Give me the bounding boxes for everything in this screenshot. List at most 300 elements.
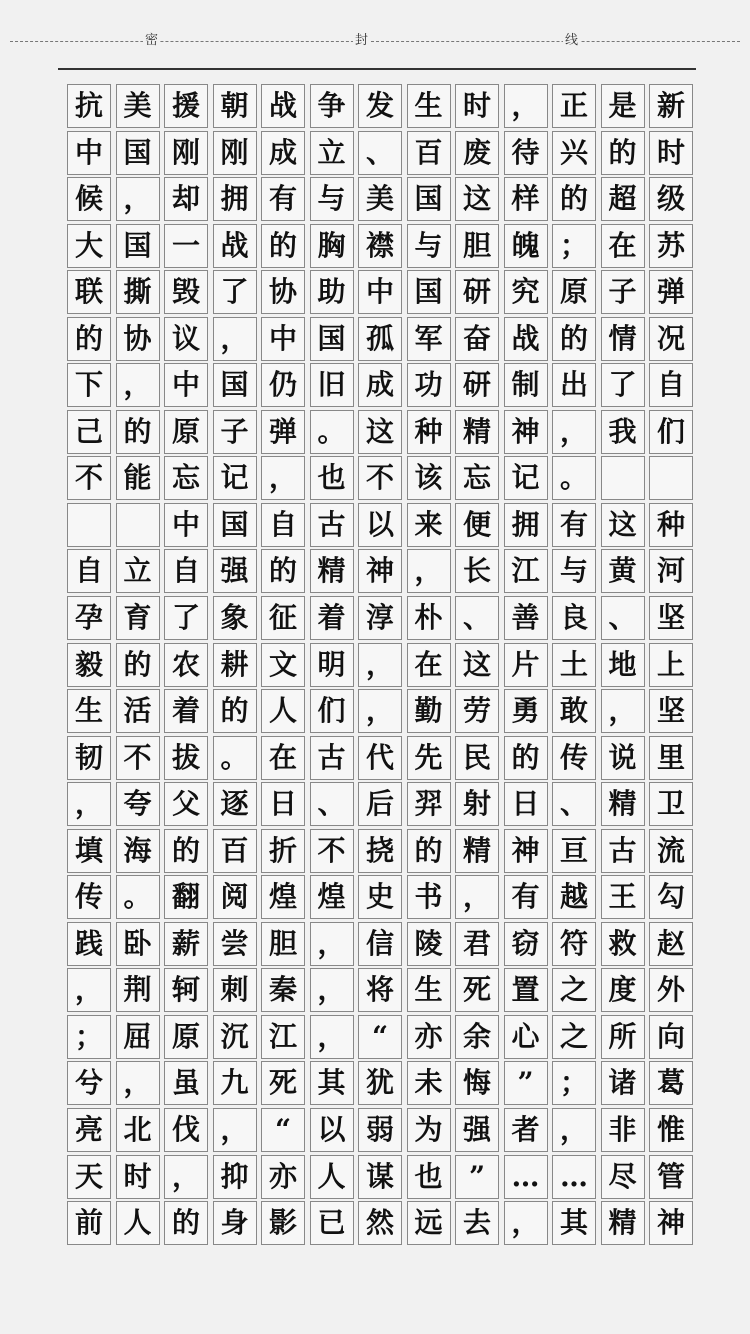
grid-cell: 葛 <box>649 1061 693 1105</box>
grid-cell: 弹 <box>649 270 693 314</box>
grid-cell: 奋 <box>455 317 499 361</box>
grid-cell: 古 <box>310 503 354 547</box>
grid-cell: 犹 <box>358 1061 402 1105</box>
grid-cell: 立 <box>116 549 160 593</box>
grid-cell: 活 <box>116 689 160 733</box>
grid-cell: 原 <box>552 270 596 314</box>
grid-cell: 记 <box>504 456 548 500</box>
grid-cell: 的 <box>261 549 305 593</box>
grid-cell: 立 <box>310 131 354 175</box>
grid-cell: 后 <box>358 782 402 826</box>
seal-line <box>10 33 740 49</box>
grid-cell: 毅 <box>67 643 111 687</box>
grid-cell: 出 <box>552 363 596 407</box>
grid-cell: 有 <box>261 177 305 221</box>
grid-cell: ， <box>213 317 257 361</box>
grid-cell: 胆 <box>261 922 305 966</box>
grid-cell: 成 <box>261 131 305 175</box>
grid-cell: 不 <box>310 829 354 873</box>
grid-cell: 军 <box>407 317 451 361</box>
grid-cell: 所 <box>601 1015 645 1059</box>
grid-cell: ， <box>358 643 402 687</box>
grid-cell: 劳 <box>455 689 499 733</box>
grid-cell: ， <box>552 410 596 454</box>
grid-cell: 古 <box>310 736 354 780</box>
grid-cell: 中 <box>67 131 111 175</box>
grid-cell: ， <box>261 456 305 500</box>
grid-cell: 级 <box>649 177 693 221</box>
grid-cell: 这 <box>358 410 402 454</box>
grid-cell: 、 <box>455 596 499 640</box>
grid-cell: 民 <box>455 736 499 780</box>
grid-cell: 亦 <box>407 1015 451 1059</box>
grid-cell: 发 <box>358 84 402 128</box>
header-rule <box>58 68 696 70</box>
grid-cell: 传 <box>552 736 596 780</box>
grid-cell: 中 <box>164 503 208 547</box>
grid-cell: 王 <box>601 875 645 919</box>
grid-cell: 孕 <box>67 596 111 640</box>
grid-cell: 精 <box>455 410 499 454</box>
grid-cell: ， <box>67 782 111 826</box>
grid-cell: ， <box>455 875 499 919</box>
grid-cell: 耕 <box>213 643 257 687</box>
grid-cell: 国 <box>116 131 160 175</box>
grid-cell: 古 <box>601 829 645 873</box>
grid-cell: 死 <box>455 968 499 1012</box>
grid-cell: 育 <box>116 596 160 640</box>
grid-cell: 研 <box>455 270 499 314</box>
grid-cell: 韧 <box>67 736 111 780</box>
grid-cell: 国 <box>213 363 257 407</box>
grid-cell: 海 <box>116 829 160 873</box>
grid-cell: 以 <box>358 503 402 547</box>
grid-cell: 这 <box>455 643 499 687</box>
grid-cell: 已 <box>310 1201 354 1245</box>
grid-cell <box>601 456 645 500</box>
grid-cell: 神 <box>649 1201 693 1245</box>
grid-cell: 征 <box>261 596 305 640</box>
grid-cell: 河 <box>649 549 693 593</box>
grid-cell: 的 <box>164 829 208 873</box>
grid-cell: 时 <box>455 84 499 128</box>
grid-cell: ； <box>552 1061 596 1105</box>
grid-cell: 精 <box>455 829 499 873</box>
grid-cell: ， <box>504 1201 548 1245</box>
grid-cell: 善 <box>504 596 548 640</box>
grid-cell: 强 <box>455 1108 499 1152</box>
grid-cell: 羿 <box>407 782 451 826</box>
grid-cell: 候 <box>67 177 111 221</box>
grid-cell: 有 <box>552 503 596 547</box>
grid-cell: 抗 <box>67 84 111 128</box>
grid-cell: 拥 <box>213 177 257 221</box>
grid-cell: 之 <box>552 1015 596 1059</box>
grid-cell: ， <box>407 549 451 593</box>
grid-cell: 。 <box>310 410 354 454</box>
grid-cell: ” <box>504 1061 548 1105</box>
grid-cell: 我 <box>601 410 645 454</box>
grid-cell: 敢 <box>552 689 596 733</box>
grid-cell: 死 <box>261 1061 305 1105</box>
grid-cell: 煌 <box>261 875 305 919</box>
grid-cell: 惟 <box>649 1108 693 1152</box>
grid-cell: 原 <box>164 410 208 454</box>
grid-cell: 国 <box>116 224 160 268</box>
grid-cell: 先 <box>407 736 451 780</box>
grid-cell: 逐 <box>213 782 257 826</box>
grid-cell: ； <box>552 224 596 268</box>
grid-cell: 在 <box>407 643 451 687</box>
grid-cell: 们 <box>310 689 354 733</box>
grid-cell: 人 <box>116 1201 160 1245</box>
grid-cell: 国 <box>213 503 257 547</box>
grid-cell: 、 <box>601 596 645 640</box>
grid-cell: 的 <box>407 829 451 873</box>
grid-cell: … <box>504 1155 548 1199</box>
grid-cell: 以 <box>310 1108 354 1152</box>
grid-cell: 自 <box>67 549 111 593</box>
grid-cell: ， <box>601 689 645 733</box>
grid-cell: 的 <box>552 177 596 221</box>
grid-cell: 长 <box>455 549 499 593</box>
grid-cell <box>649 456 693 500</box>
grid-cell: 的 <box>504 736 548 780</box>
grid-cell: 挠 <box>358 829 402 873</box>
grid-cell: 余 <box>455 1015 499 1059</box>
grid-cell: 说 <box>601 736 645 780</box>
grid-cell: 仍 <box>261 363 305 407</box>
grid-cell: 在 <box>601 224 645 268</box>
grid-cell: 。 <box>552 456 596 500</box>
grid-cell: 有 <box>504 875 548 919</box>
grid-cell: 这 <box>601 503 645 547</box>
grid-cell: 明 <box>310 643 354 687</box>
grid-cell: 记 <box>213 456 257 500</box>
grid-cell: 置 <box>504 968 548 1012</box>
grid-cell: 旧 <box>310 363 354 407</box>
grid-cell: 忘 <box>164 456 208 500</box>
grid-cell: 地 <box>601 643 645 687</box>
grid-cell: 生 <box>67 689 111 733</box>
grid-cell: 救 <box>601 922 645 966</box>
grid-cell: 强 <box>213 549 257 593</box>
grid-cell: ， <box>116 177 160 221</box>
grid-cell: 前 <box>67 1201 111 1245</box>
grid-cell: 待 <box>504 131 548 175</box>
grid-cell: 刚 <box>164 131 208 175</box>
grid-cell: 煌 <box>310 875 354 919</box>
grid-cell: 种 <box>649 503 693 547</box>
grid-cell: 与 <box>552 549 596 593</box>
grid-cell: 沉 <box>213 1015 257 1059</box>
grid-cell: 联 <box>67 270 111 314</box>
grid-cell: 秦 <box>261 968 305 1012</box>
grid-cell: 心 <box>504 1015 548 1059</box>
grid-cell: 中 <box>164 363 208 407</box>
grid-cell: 夸 <box>116 782 160 826</box>
grid-cell: 谋 <box>358 1155 402 1199</box>
grid-cell: “ <box>358 1015 402 1059</box>
grid-cell: 新 <box>649 84 693 128</box>
grid-cell: 中 <box>261 317 305 361</box>
grid-cell: 国 <box>310 317 354 361</box>
grid-cell: 正 <box>552 84 596 128</box>
grid-cell: 向 <box>649 1015 693 1059</box>
grid-cell: 的 <box>601 131 645 175</box>
grid-cell: 填 <box>67 829 111 873</box>
grid-cell: 其 <box>310 1061 354 1105</box>
grid-cell <box>67 503 111 547</box>
grid-cell: 坚 <box>649 596 693 640</box>
grid-cell: 薪 <box>164 922 208 966</box>
grid-cell: 。 <box>116 875 160 919</box>
grid-cell: “ <box>261 1108 305 1152</box>
grid-cell: 精 <box>310 549 354 593</box>
grid-cell: 子 <box>213 410 257 454</box>
grid-cell: ， <box>358 689 402 733</box>
grid-cell: 亘 <box>552 829 596 873</box>
grid-cell: 的 <box>116 410 160 454</box>
grid-cell: 自 <box>649 363 693 407</box>
grid-cell: 神 <box>358 549 402 593</box>
grid-cell: ， <box>67 968 111 1012</box>
grid-cell: 度 <box>601 968 645 1012</box>
grid-cell: 争 <box>310 84 354 128</box>
grid-cell: 远 <box>407 1201 451 1245</box>
grid-cell: 却 <box>164 177 208 221</box>
grid-cell: 的 <box>164 1201 208 1245</box>
grid-cell: 协 <box>116 317 160 361</box>
grid-cell: 淳 <box>358 596 402 640</box>
grid-cell: 美 <box>358 177 402 221</box>
grid-cell: ； <box>67 1015 111 1059</box>
grid-cell: 悔 <box>455 1061 499 1105</box>
grid-cell: 国 <box>407 177 451 221</box>
grid-cell: 尽 <box>601 1155 645 1199</box>
grid-cell: … <box>552 1155 596 1199</box>
writing-grid <box>67 84 693 1245</box>
grid-cell: 况 <box>649 317 693 361</box>
grid-cell: 勇 <box>504 689 548 733</box>
grid-cell: 废 <box>455 131 499 175</box>
grid-cell: 去 <box>455 1201 499 1245</box>
grid-cell: 君 <box>455 922 499 966</box>
grid-cell: 亮 <box>67 1108 111 1152</box>
grid-cell: 美 <box>116 84 160 128</box>
grid-cell: 良 <box>552 596 596 640</box>
grid-cell: 了 <box>213 270 257 314</box>
grid-cell: ， <box>504 84 548 128</box>
grid-cell: 生 <box>407 84 451 128</box>
grid-cell: 神 <box>504 829 548 873</box>
grid-cell: 时 <box>116 1155 160 1199</box>
grid-cell: 的 <box>116 643 160 687</box>
grid-cell: 其 <box>552 1201 596 1245</box>
grid-cell: 。 <box>213 736 257 780</box>
grid-cell: 战 <box>504 317 548 361</box>
grid-cell: 拥 <box>504 503 548 547</box>
grid-cell: 刚 <box>213 131 257 175</box>
grid-cell: 胆 <box>455 224 499 268</box>
grid-cell: 战 <box>213 224 257 268</box>
grid-cell: 外 <box>649 968 693 1012</box>
seal-char-xian: 线 <box>565 33 579 48</box>
seal-char-feng: 封 <box>355 33 369 48</box>
grid-cell: 与 <box>407 224 451 268</box>
grid-cell: 北 <box>116 1108 160 1152</box>
grid-cell: 践 <box>67 922 111 966</box>
grid-cell: 者 <box>504 1108 548 1152</box>
grid-cell: 们 <box>649 410 693 454</box>
grid-cell: 不 <box>67 456 111 500</box>
grid-cell: 窃 <box>504 922 548 966</box>
grid-cell: 的 <box>213 689 257 733</box>
grid-cell: 协 <box>261 270 305 314</box>
grid-cell: 百 <box>213 829 257 873</box>
grid-cell: 兴 <box>552 131 596 175</box>
grid-cell: 传 <box>67 875 111 919</box>
grid-cell: 九 <box>213 1061 257 1105</box>
grid-cell: ， <box>164 1155 208 1199</box>
grid-cell: ， <box>310 922 354 966</box>
grid-cell: 日 <box>504 782 548 826</box>
grid-cell: 不 <box>358 456 402 500</box>
grid-cell: 精 <box>601 1201 645 1245</box>
grid-cell: 的 <box>67 317 111 361</box>
grid-cell: 勾 <box>649 875 693 919</box>
grid-cell: 轲 <box>164 968 208 1012</box>
grid-cell: 阅 <box>213 875 257 919</box>
grid-cell: 魄 <box>504 224 548 268</box>
grid-cell: 农 <box>164 643 208 687</box>
grid-cell: 抑 <box>213 1155 257 1199</box>
grid-cell: ， <box>310 1015 354 1059</box>
grid-cell: 、 <box>310 782 354 826</box>
grid-cell: 里 <box>649 736 693 780</box>
grid-cell: 象 <box>213 596 257 640</box>
grid-cell: 超 <box>601 177 645 221</box>
grid-cell: 朴 <box>407 596 451 640</box>
grid-cell: 了 <box>601 363 645 407</box>
grid-cell: 孤 <box>358 317 402 361</box>
grid-cell: 将 <box>358 968 402 1012</box>
grid-cell: 、 <box>552 782 596 826</box>
grid-cell: 着 <box>164 689 208 733</box>
grid-cell: 也 <box>407 1155 451 1199</box>
grid-cell: 究 <box>504 270 548 314</box>
grid-cell: 管 <box>649 1155 693 1199</box>
grid-cell: 为 <box>407 1108 451 1152</box>
grid-cell: 虽 <box>164 1061 208 1105</box>
grid-cell: ， <box>552 1108 596 1152</box>
grid-cell: 上 <box>649 643 693 687</box>
grid-cell: 国 <box>407 270 451 314</box>
grid-cell: 大 <box>67 224 111 268</box>
grid-cell: 百 <box>407 131 451 175</box>
grid-cell: 陵 <box>407 922 451 966</box>
grid-cell: 神 <box>504 410 548 454</box>
grid-cell: ， <box>310 968 354 1012</box>
grid-cell: 时 <box>649 131 693 175</box>
grid-cell: 然 <box>358 1201 402 1245</box>
grid-cell: 的 <box>261 224 305 268</box>
grid-cell: 精 <box>601 782 645 826</box>
grid-cell: 、 <box>358 131 402 175</box>
grid-cell: 荆 <box>116 968 160 1012</box>
grid-cell: ， <box>213 1108 257 1152</box>
grid-cell: 助 <box>310 270 354 314</box>
grid-cell: 折 <box>261 829 305 873</box>
seal-char-mi: 密 <box>145 33 159 48</box>
grid-cell: 翻 <box>164 875 208 919</box>
grid-cell: 中 <box>358 270 402 314</box>
grid-cell: 拔 <box>164 736 208 780</box>
grid-cell: 的 <box>552 317 596 361</box>
grid-cell: 与 <box>310 177 354 221</box>
grid-cell: 赵 <box>649 922 693 966</box>
grid-cell: 卫 <box>649 782 693 826</box>
grid-cell: 朝 <box>213 84 257 128</box>
grid-cell <box>116 503 160 547</box>
grid-cell: 忘 <box>455 456 499 500</box>
grid-cell: 援 <box>164 84 208 128</box>
grid-cell: ， <box>116 1061 160 1105</box>
grid-cell: 身 <box>213 1201 257 1245</box>
grid-cell: 天 <box>67 1155 111 1199</box>
grid-cell: 父 <box>164 782 208 826</box>
grid-cell: 尝 <box>213 922 257 966</box>
grid-cell: 了 <box>164 596 208 640</box>
grid-cell: 自 <box>261 503 305 547</box>
grid-cell: 江 <box>261 1015 305 1059</box>
seal-dashed-line <box>10 41 740 42</box>
grid-cell: 诸 <box>601 1061 645 1105</box>
grid-cell: 自 <box>164 549 208 593</box>
grid-cell: 弹 <box>261 410 305 454</box>
grid-cell: 己 <box>67 410 111 454</box>
grid-cell: ， <box>116 363 160 407</box>
grid-cell: 书 <box>407 875 451 919</box>
grid-cell: 土 <box>552 643 596 687</box>
grid-cell: 该 <box>407 456 451 500</box>
grid-cell: 文 <box>261 643 305 687</box>
grid-cell: 种 <box>407 410 451 454</box>
grid-cell: 苏 <box>649 224 693 268</box>
grid-cell: 毁 <box>164 270 208 314</box>
grid-cell: 之 <box>552 968 596 1012</box>
grid-cell: 越 <box>552 875 596 919</box>
grid-cell: 这 <box>455 177 499 221</box>
grid-cell: 着 <box>310 596 354 640</box>
grid-cell: 一 <box>164 224 208 268</box>
grid-cell: 便 <box>455 503 499 547</box>
grid-cell: 原 <box>164 1015 208 1059</box>
grid-cell: 不 <box>116 736 160 780</box>
grid-cell: 信 <box>358 922 402 966</box>
grid-cell: 在 <box>261 736 305 780</box>
grid-cell: 史 <box>358 875 402 919</box>
grid-cell: 代 <box>358 736 402 780</box>
grid-cell: 是 <box>601 84 645 128</box>
grid-cell: 江 <box>504 549 548 593</box>
grid-cell: 能 <box>116 456 160 500</box>
grid-cell: 人 <box>261 689 305 733</box>
grid-cell: 战 <box>261 84 305 128</box>
grid-cell: 勤 <box>407 689 451 733</box>
grid-cell: 射 <box>455 782 499 826</box>
grid-cell: 襟 <box>358 224 402 268</box>
